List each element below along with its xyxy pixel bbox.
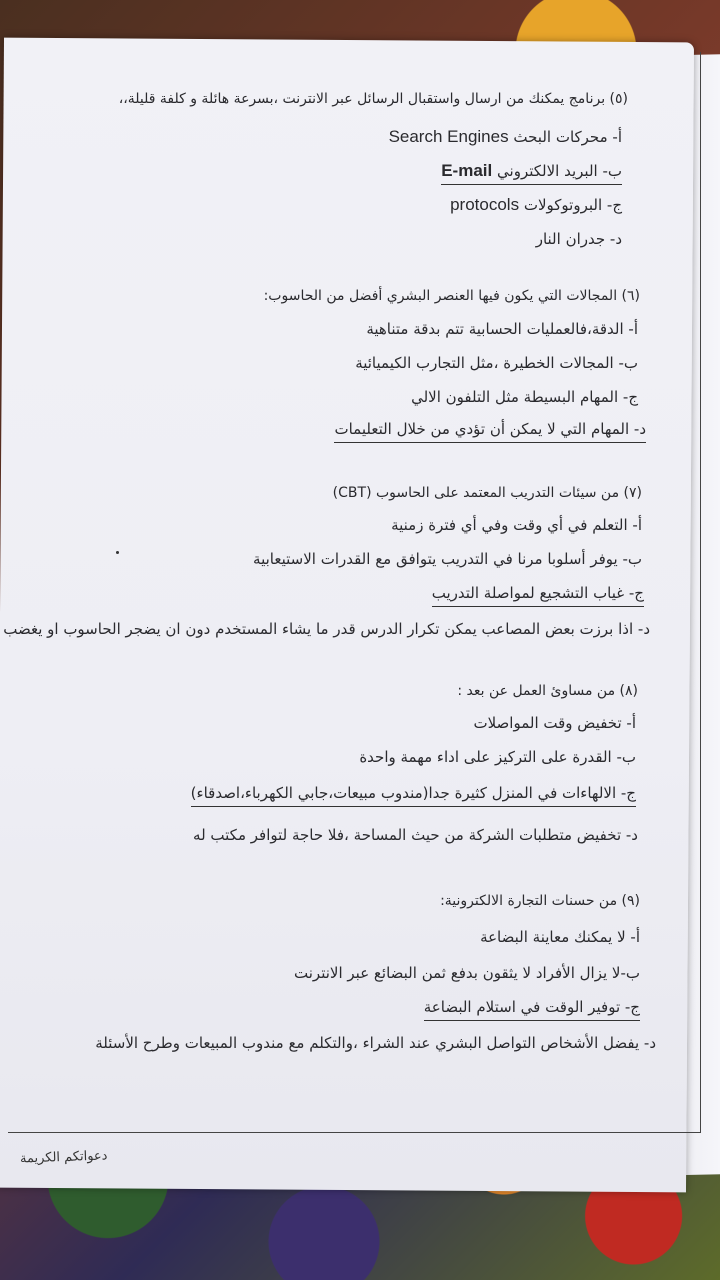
q5-option-c-label: ج- البروتوكولات [523,196,622,214]
q9-option-a: أ- لا يمكنك معاينة البضاعة [480,928,640,946]
q5-option-d: د- جدران النار [535,230,622,248]
question-6-text: (٦) المجالات التي يكون فيها العنصر البشري أفضل من الحاسوب: [263,288,640,304]
q9-option-d: د- يفضل الأشخاص التواصل البشري عند الشراء ،والتكلم مع مندوب المبيعات وطرح الأسئلة [95,1034,656,1052]
q8-option-a: أ- تخفيض وقت المواصلات [473,714,636,732]
q5-option-a-english: Search Engines [388,127,509,146]
q7-option-d: د- اذا برزت بعض المصاعب يمكن تكرار الدرس قدر ما يشاء المستخدم دون ان يضجر الحاسوب او يغضب [3,620,650,638]
footer-note: دعواتكم الكريمة [19,1148,108,1167]
q5-option-a [389,128,622,146]
q5-option-b-label: ب- البريد الالكتروني [497,162,622,180]
q6-option-a: أ- الدقة،فالعمليات الحسابية تتم بدقة متناهية [366,320,638,338]
carpet-background-bottom [0,1170,720,1280]
q8-option-c-correct: ج- الالهاءات في المنزل كثيرة جدا(مندوب مبيعات،جابي الكهرباء،اصدقاء) [191,784,636,807]
question-9-text: (٩) من حسنات التجارة الالكترونية: [440,893,640,909]
q6-option-b: ب- المجالات الخطيرة ،مثل التجارب الكيميائية [355,354,638,372]
question-5-text: (٥) برنامج يمكنك من ارسال واستقبال الرسائل عبر الانترنت ،بسرعة هائلة و كلفة قليلة،، [118,91,628,107]
q5-option-b-english: E-mail [441,161,493,180]
q9-option-c-correct: ج- توفير الوقت في استلام البضاعة [424,998,640,1021]
q7-option-a: أ- التعلم في أي وقت وفي أي فترة زمنية [391,516,642,534]
q7-option-c-correct: ج- غياب التشجيع لمواصلة التدريب [432,584,644,607]
q7-option-b: ب- يوفر أسلوبا مرنا في التدريب يتوافق مع القدرات الاستيعابية [253,550,642,568]
question-8-text: (٨) من مساوئ العمل عن بعد : [457,683,638,699]
q8-option-d: د- تخفيض متطلبات الشركة من حيث المساحة ،فلا حاجة لتوافر مكتب له [193,826,638,844]
q8-option-b: ب- القدرة على التركيز على اداء مهمة واحدة [359,748,636,766]
q5-option-a-label: أ- محركات البحث [513,128,622,146]
q5-option-c [450,196,622,214]
q9-option-b: ب-لا يزال الأفراد لا يثقون بدفع ثمن البضائع عبر الانترنت [294,964,640,982]
q6-option-d-correct: د- المهام التي لا يمكن أن تؤدي من خلال التعليمات [334,420,646,443]
q6-option-c: ج- المهام البسيطة مثل التلفون الالي [411,388,638,406]
q5-option-c-english: protocols [450,195,520,214]
ink-dot [116,551,119,554]
question-7-text: (٧) من سيئات التدريب المعتمد على الحاسوب (CBT) [332,485,642,501]
q5-option-b-correct [441,162,622,185]
